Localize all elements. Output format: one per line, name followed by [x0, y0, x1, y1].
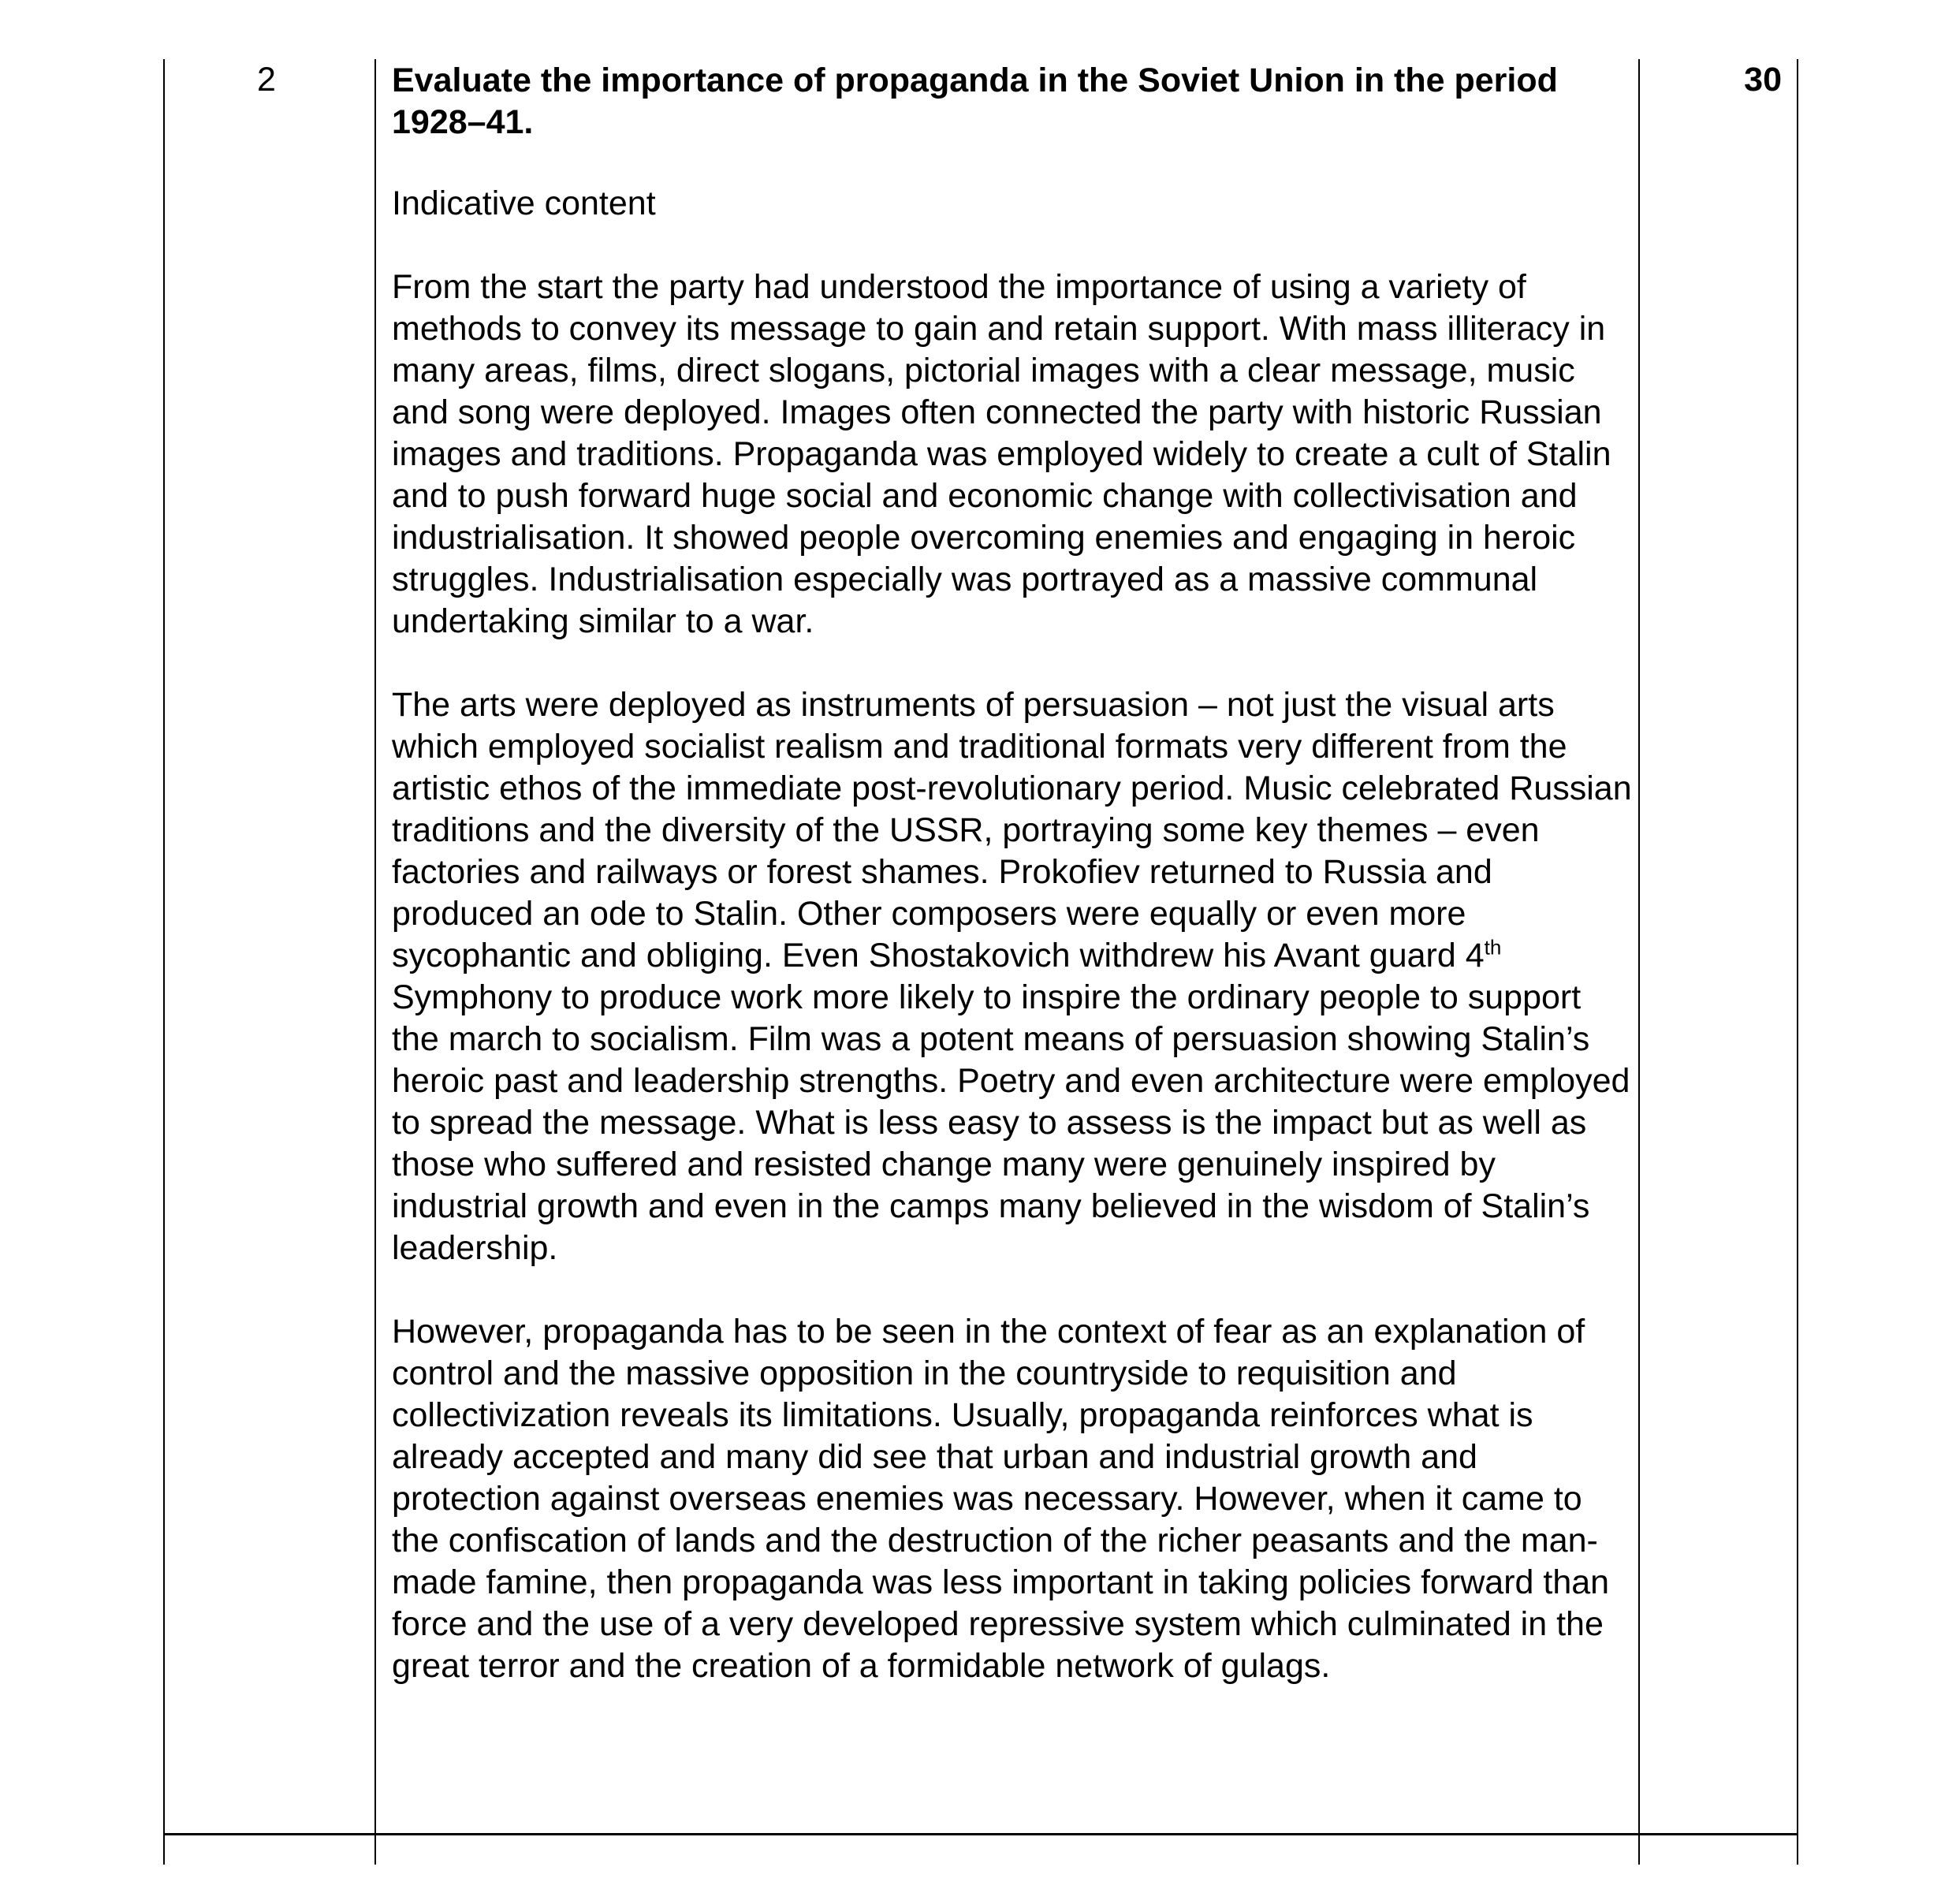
question-number: 2: [257, 61, 276, 99]
table-border-question-left: [374, 59, 376, 1865]
table-border-right: [1797, 59, 1798, 1865]
table-row-bottom-border: [163, 1833, 1798, 1835]
paragraph-arts-persuasion: [392, 684, 1634, 1269]
question-text: Evaluate the importance of propaganda in the Soviet Union in the period 1928–41.: [392, 61, 1558, 141]
paragraph-arts-text-part2: Symphony to produce work more likely to inspire the ordinary people to support the march to socialism. Film was a potent means of persuasion showing Stalin’s heroic past and leadership strengths. Poetry and even architecture were employed to spread the message. What is less easy to assess is the impact but as well as those who suffered and resisted change many were genuinely inspired by industrial growth and even in the camps many believed in the wisdom of Stalin’s leadership.: [392, 978, 1630, 1267]
marks-value: 30: [1744, 61, 1782, 99]
paragraph-propaganda-limitations: However, propaganda has to be seen in the context of fear as an explanation of control and the massive opposition in the countryside to requisition and collectivization reveals its limitations. Usually, propaganda reinforces what is already accepted and many did see that urban and industrial growth and protection against overseas enemies was necessary. However, when it came to the confiscation of lands and the destruction of the richer peasants and the man-made famine, then propaganda was less important in taking policies forward than force and the use of a very developed repressive system which culminated in the great terror and the creation of a formidable network of gulags.: [392, 1313, 1610, 1685]
ordinal-superscript: th: [1484, 935, 1502, 959]
indicative-content-heading: Indicative content: [392, 184, 656, 222]
table-border-marks-left: [1638, 59, 1640, 1865]
paragraph-arts-text-part1: The arts were deployed as instruments of persuasion – not just the visual arts which employed socialist realism and traditional formats very different from the artistic ethos of the immediate post-revolutionary period. Music celebrated Russian traditions and the diversity of the USSR, portraying some key themes – even factories and railways or forest shames. Prokofiev returned to Russia and produced an ode to Stalin. Other composers were equally or even more sycophantic and obliging. Even Shostakovich withdrew his Avant guard 4: [392, 686, 1632, 974]
paragraph-propaganda-methods: From the start the party had understood the importance of using a variety of methods to convey its message to gain and retain support. With mass illiteracy in many areas, films, direct slogans, pictorial images with a clear message, music and song were deployed. Images often connected the party with historic Russian images and traditions. Propaganda was employed widely to create a cult of Stalin and to push forward huge social and economic change with collectivisation and industrialisation. It showed people overcoming enemies and engaging in heroic struggles. Industrialisation especially was portrayed as a massive communal undertaking similar to a war.: [392, 268, 1611, 640]
answer-guidance-cell: [392, 60, 1634, 1687]
table-border-left: [163, 59, 165, 1865]
